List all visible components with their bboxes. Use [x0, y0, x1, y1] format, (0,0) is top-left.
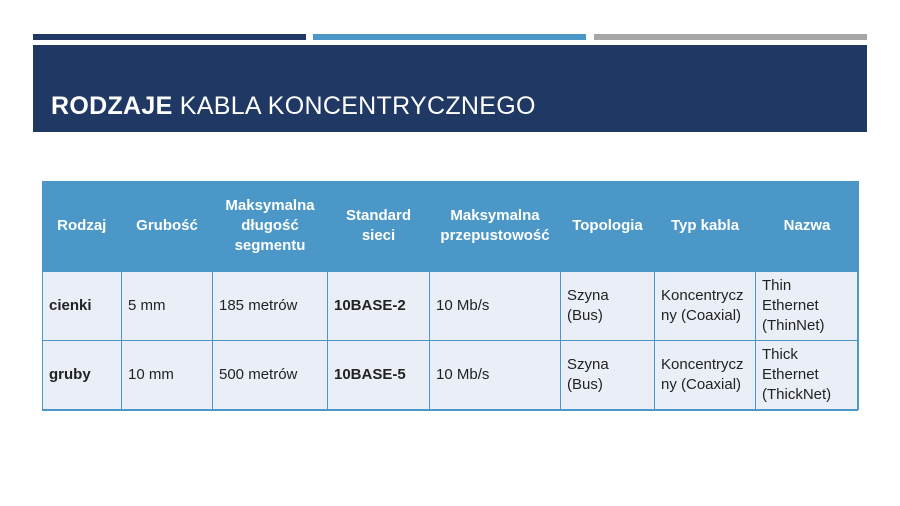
table-cell: gruby: [43, 341, 122, 410]
table-cell: Szyna (Bus): [561, 341, 655, 410]
header-cell: Standard sieci: [328, 181, 430, 272]
table-row: [43, 341, 859, 410]
header-cell: Topologia: [561, 181, 655, 272]
slide-title-rest: KABLA KONCENTRYCZNEGO: [172, 92, 536, 120]
table-cell: 10 Mb/s: [430, 272, 561, 341]
table-header-row: [43, 181, 859, 272]
table-cell: 10BASE-5: [328, 341, 430, 410]
header-cell: Typ kabla: [655, 181, 756, 272]
title-band: [33, 45, 867, 132]
table-cell: 10 mm: [122, 341, 213, 410]
accent-bar-gray: [594, 34, 867, 40]
slide-title-strong: RODZAJE: [51, 92, 173, 120]
header-cell: Nazwa: [756, 181, 859, 272]
table-row: [43, 272, 859, 341]
slide-title: [51, 92, 536, 121]
table-cell: Thick Ethernet (ThickNet): [756, 341, 859, 410]
table-cell: 10 Mb/s: [430, 341, 561, 410]
table-cell: Koncentryczny (Coaxial): [655, 341, 756, 410]
table-cell: cienki: [43, 272, 122, 341]
table-cell: 5 mm: [122, 272, 213, 341]
cable-types-table: [42, 181, 859, 410]
table-cell: 500 metrów: [213, 341, 328, 410]
table-cell: Szyna (Bus): [561, 272, 655, 341]
header-cell: Grubość: [122, 181, 213, 272]
header-cell: Rodzaj: [43, 181, 122, 272]
table-cell: 10BASE-2: [328, 272, 430, 341]
table-cell: 185 metrów: [213, 272, 328, 341]
table-cell: Koncentryczny (Coaxial): [655, 272, 756, 341]
accent-bar-blue: [313, 34, 586, 40]
header-cell: Maksymalna długość segmentu: [213, 181, 328, 272]
header-cell: Maksymalna przepustowość: [430, 181, 561, 272]
table-cell: Thin Ethernet (ThinNet): [756, 272, 859, 341]
accent-bar-navy: [33, 34, 306, 40]
